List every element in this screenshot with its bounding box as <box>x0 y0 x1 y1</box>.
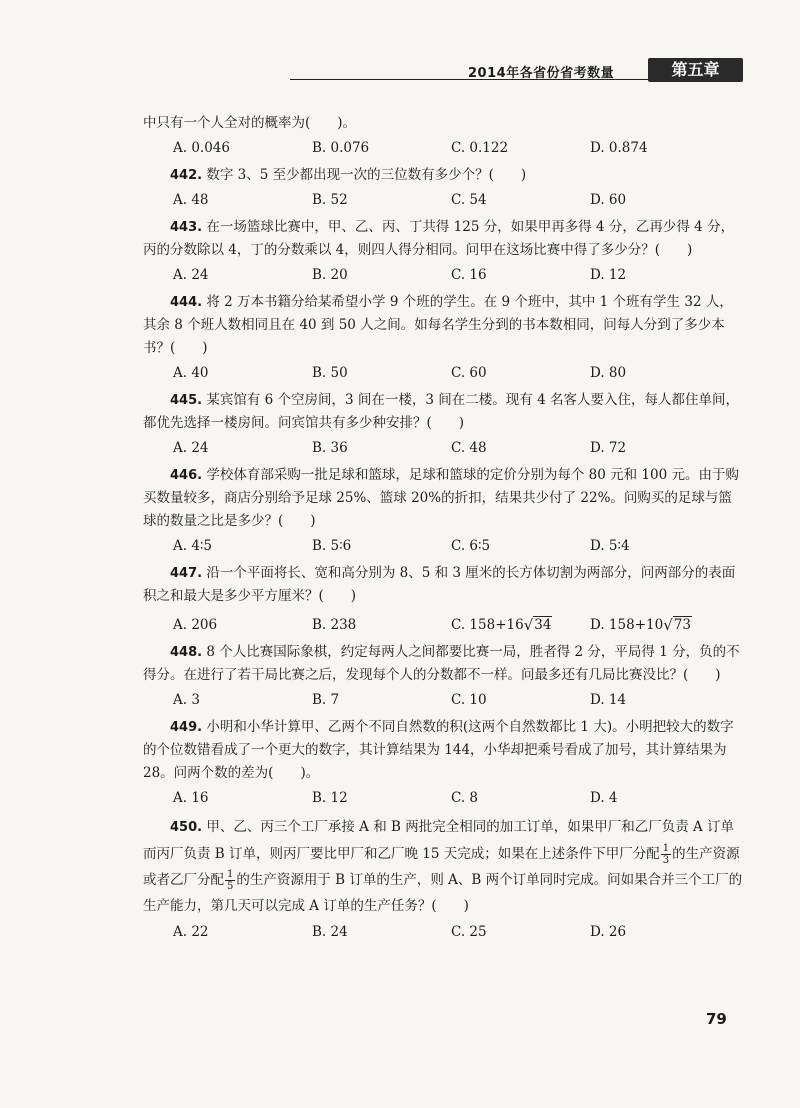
option-d: D. 0.874 <box>590 140 648 156</box>
question-449 <box>143 716 743 785</box>
options-449 <box>143 787 743 810</box>
radicand: 73 <box>673 617 691 633</box>
option-d: D. 12 <box>590 267 627 283</box>
fraction-denominator: 5 <box>227 881 234 892</box>
question-442 <box>143 164 743 187</box>
option-a: A. 22 <box>173 924 209 940</box>
option-c: C. 48 <box>451 440 487 456</box>
question-text: 学校体育部采购一批足球和篮球，足球和篮球的定价分别为每个 80 元和 100 元。由于购买数量较多，商店分别给予足球 25%、篮球 20%的折扣，结果共少付了 22%。问购买的足球与篮球的数量之比是多少？( ) <box>143 467 739 529</box>
option-a: A. 4∶5 <box>173 538 213 554</box>
option-a: A. 24 <box>173 440 209 456</box>
fraction-numerator: 1 <box>662 843 670 854</box>
fraction-one-third <box>661 843 671 866</box>
option-b: B. 50 <box>312 365 348 381</box>
option-a: A. 3 <box>173 692 200 708</box>
option-a: A. 24 <box>173 267 209 283</box>
question-number: 443. <box>170 220 203 235</box>
option-b: B. 24 <box>312 924 348 940</box>
question-text: 小明和小华计算甲、乙两个不同自然数的积(这两个自然数都比 1 大)。小明把较大的数字的个位数错看成了一个更大的数字，其计算结果为 144，小华却把乘号看成了加号，其计算结果为 28。问两个数的差为( )。 <box>143 719 734 781</box>
chapter-badge: 第五章 <box>648 58 743 82</box>
question-number: 444. <box>170 295 203 310</box>
options-442 <box>143 189 743 212</box>
option-d: D. 72 <box>590 440 627 456</box>
question-text: 沿一个平面将长、宽和高分别为 8、5 和 3 厘米的长方体切割为两部分，问两部分的表面积之和最大是多少平方厘米？( ) <box>143 565 736 604</box>
options-443 <box>143 264 743 287</box>
question-text-part2: 的生产资源或者乙厂分配 <box>143 846 740 888</box>
question-number: 446. <box>170 468 203 483</box>
option-c: C. 54 <box>451 192 487 208</box>
option-d: D. 26 <box>590 924 627 940</box>
options-444 <box>143 362 743 385</box>
question-text: 在一场篮球比赛中，甲、乙、丙、丁共得 125 分，如果甲再多得 4 分，乙再少得 4 分，丙的分数除以 4，丁的分数乘以 4，则四人得分相同。问甲在这场比赛中得了多少分？( ) <box>143 219 735 258</box>
question-number: 450. <box>170 820 203 835</box>
option-c: C. 6∶5 <box>451 538 491 554</box>
question-448 <box>143 641 743 687</box>
question-number: 447. <box>170 566 203 581</box>
option-b: B. 238 <box>312 617 357 633</box>
question-number: 445. <box>170 393 203 408</box>
option-d: D. 80 <box>590 365 627 381</box>
options-446 <box>143 535 743 558</box>
option-b: B. 12 <box>312 790 348 806</box>
option-c: C. 8 <box>451 790 479 806</box>
radicand: 34 <box>534 617 552 633</box>
intro-text: 中只有一个人全对的概率为( )。 <box>143 115 357 131</box>
option-d: D. 4 <box>590 790 618 806</box>
question-number: 449. <box>170 720 203 735</box>
option-a: A. 16 <box>173 790 209 806</box>
option-a: A. 48 <box>173 192 209 208</box>
option-a: A. 0.046 <box>173 140 230 156</box>
page-number: 79 <box>706 1010 727 1028</box>
option-c: C. 0.122 <box>451 140 509 156</box>
question-447 <box>143 562 743 608</box>
option-b: B. 0.076 <box>312 140 370 156</box>
radical-sign: √ <box>663 616 673 634</box>
question-text: 将 2 万本书籍分给某希望小学 9 个班的学生。在 9 个班中，其中 1 个班有学生 32 人，其余 8 个班人数相同且在 40 到 50 人之间。如每名学生分到的书本数相同，问每人分到了多少本书？( ) <box>143 294 733 356</box>
option-c-prefix: C. 158+16 <box>451 617 524 633</box>
question-text: 数字 3、5 至少都出现一次的三位数有多少个？( ) <box>206 167 527 183</box>
question-446 <box>143 464 743 533</box>
options-448 <box>143 689 743 712</box>
option-b: B. 20 <box>312 267 348 283</box>
option-d: D. 5∶4 <box>590 538 630 554</box>
options-447 <box>143 614 743 637</box>
fraction-one-fifth <box>225 869 235 892</box>
option-d: D. 14 <box>590 692 627 708</box>
question-text: 8 个人比赛国际象棋，约定每两人之间都要比赛一局，胜者得 2 分，平局得 1 分，负的不得分。在进行了若干局比赛之后，发现每个人的分数都不一样。问最多还有几局比赛没比？( ) <box>143 644 740 683</box>
radical-sign: √ <box>523 616 534 634</box>
question-450 <box>143 814 743 919</box>
question-number: 442. <box>170 168 203 183</box>
options-445 <box>143 437 743 460</box>
question-text: 某宾馆有 6 个空房间，3 间在一楼，3 间在二楼。现有 4 名客人要入住，每人都住单间，都优先选择一楼房间。问宾馆共有多少种安排？( ) <box>143 392 739 431</box>
fraction-numerator: 1 <box>227 869 234 880</box>
option-c: C. 10 <box>451 692 487 708</box>
option-b: B. 5∶6 <box>312 538 352 554</box>
option-d-prefix: D. 158+10 <box>590 617 664 633</box>
option-b: B. 36 <box>312 440 348 456</box>
option-d <box>590 614 729 637</box>
option-b: B. 52 <box>312 192 348 208</box>
question-text-part1: 甲、乙、丙三个工厂承接 A 和 B 两批完全相同的加工订单，如果甲厂和乙厂负责 A 订单而丙厂负责 B 订单，则丙厂要比甲厂和乙厂晚 15 天完成；如果在上述条件下甲厂分配 <box>143 819 735 862</box>
question-444 <box>143 291 743 360</box>
question-443 <box>143 216 743 262</box>
option-a: A. 206 <box>173 617 218 633</box>
option-c <box>451 614 590 637</box>
options-450 <box>143 921 743 944</box>
option-c: C. 60 <box>451 365 487 381</box>
option-b: B. 7 <box>312 692 340 708</box>
option-c: C. 25 <box>451 924 487 940</box>
page-content <box>143 112 743 944</box>
running-header-title: 2014年各省份省考数量 <box>468 66 615 81</box>
option-c: C. 16 <box>451 267 487 283</box>
fraction-denominator: 3 <box>662 855 670 866</box>
question-number: 448. <box>170 645 203 660</box>
question-445 <box>143 389 743 435</box>
question-text-part3: 的生产资源用于 B 订单的生产，则 A、B 两个订单同时完成。问如果合并三个工厂的生产能力，第几天可以完成 A 订单的生产任务？( ) <box>143 872 743 914</box>
option-a: A. 40 <box>173 365 209 381</box>
option-d: D. 60 <box>590 192 627 208</box>
intro-options <box>143 137 743 160</box>
